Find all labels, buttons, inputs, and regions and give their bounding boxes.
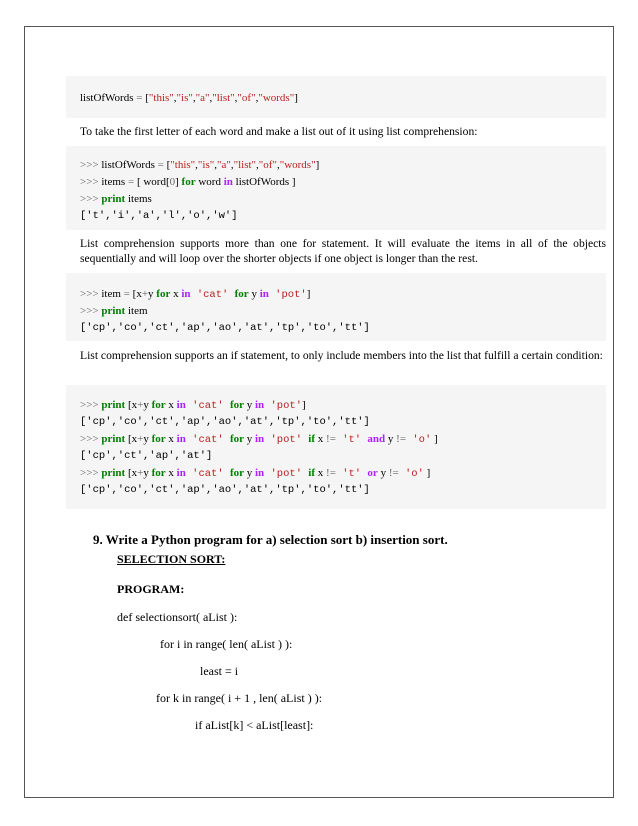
code-output: ['t','i','a','l','o','w'] (80, 210, 238, 222)
code-block-3 (66, 273, 606, 341)
section-heading: 9. Write a Python program for a) selection sort b) insertion sort. (93, 532, 448, 547)
code-line: >>> print items (80, 193, 152, 205)
paragraph-1: To take the first letter of each word and make a list out of it using list comprehension: (80, 125, 478, 138)
code-block-4 (66, 385, 606, 509)
code-block-2 (66, 146, 606, 230)
code-line: >>> item = [x+y for x in 'cat' for y in 'pot'] (80, 288, 311, 301)
code-line: >>> listOfWords = ["this","is","a","list","of","words"] (80, 159, 320, 171)
code-output: ['cp','co','ct','ap','ao','at','tp','to','tt'] (80, 416, 370, 428)
code-line: >>> items = [ word[0] for word in listOfWords ] (80, 176, 296, 188)
code-line: listOfWords = ["this","is","a","list","of","words"] (80, 92, 298, 104)
code-line: >>> print [x+y for x in 'cat' for y in 'pot' if x != 't' or y != 'o' ] (80, 467, 431, 480)
code-text-line: for i in range( len( aList ) ): (160, 637, 293, 651)
code-output: ['cp','co','ct','ap','ao','at','tp','to','tt'] (80, 322, 370, 334)
code-text-line: least = i (200, 664, 239, 678)
code-block-1 (66, 76, 606, 118)
code-line: >>> print [x+y for x in 'cat' for y in 'pot' if x != 't' and y != 'o' ] (80, 433, 438, 446)
code-text-line: if aList[k] < aList[least]: (195, 718, 314, 732)
code-text-line: def selectionsort( aList ): (117, 610, 238, 624)
code-output: ['cp','co','ct','ap','ao','at','tp','to','tt'] (80, 484, 370, 496)
paragraph-3: List comprehension supports an if statement, to only include members into the list that fulfill a certain condition: (80, 349, 603, 362)
paragraph-2: List comprehension supports more than one for statement. It will evaluate the items in all of the objects sequentially and will loop over the shorter objects if one object is longer than the rest. (80, 237, 606, 265)
code-text-line: for k in range( i + 1 , len( aList ) ): (156, 691, 323, 705)
code-output: ['cp','ct','ap','at'] (80, 450, 213, 462)
selection-sort-heading: SELECTION SORT: (117, 552, 226, 566)
program-heading: PROGRAM: (117, 582, 185, 596)
code-line: >>> print [x+y for x in 'cat' for y in 'pot'] (80, 399, 306, 412)
code-line: >>> print item (80, 305, 148, 317)
